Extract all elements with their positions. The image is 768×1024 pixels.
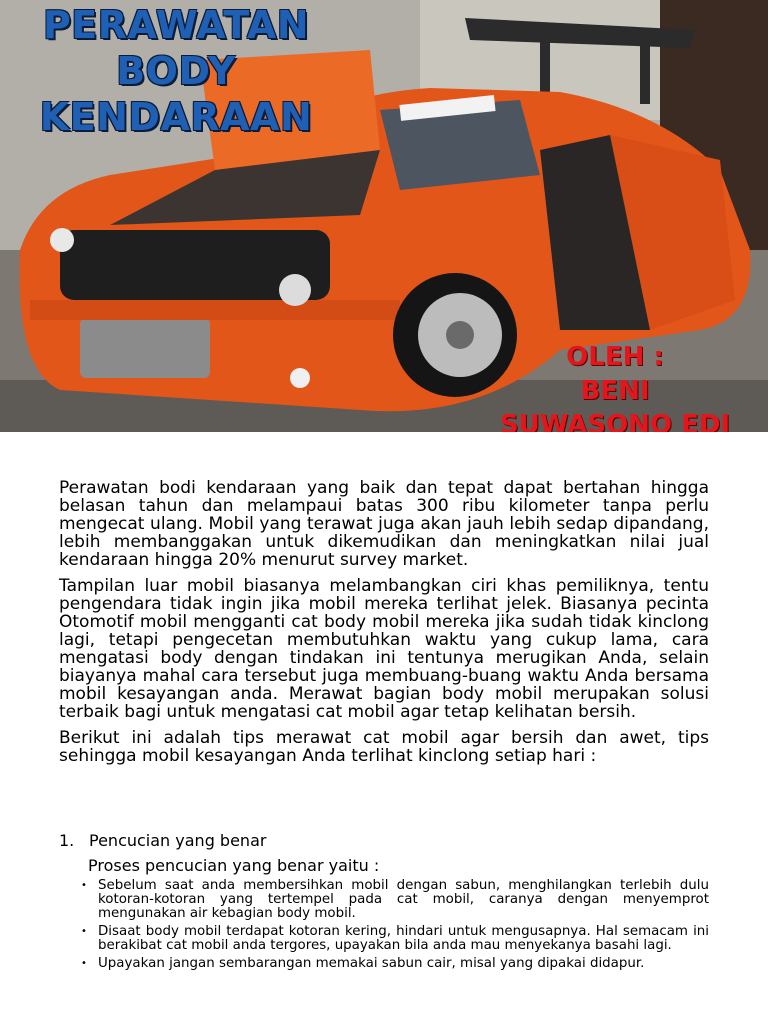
title-line: KENDARAAN xyxy=(39,95,313,139)
bullet-item xyxy=(79,957,709,971)
document-body xyxy=(59,479,709,975)
list-subheading: Proses pencucian yang benar yaitu : xyxy=(88,856,380,875)
bullet-item xyxy=(79,879,709,921)
hero-banner xyxy=(0,0,768,432)
paragraph: Berikut ini adalah tips merawat cat mobil agar bersih dan awet, tips sehingga mobil kesayangan Anda terlihat kinclong setiap hari : xyxy=(59,728,709,766)
bullet-text: Sebelum saat anda membersihkan mobil dengan sabun, menghilangkan terlebih dulu kotoran-kotoran yang tertempel pada cat mobil, caranya dengan menyemprot mengunakan air kebagian body mobil. xyxy=(98,878,709,921)
list-item xyxy=(59,831,709,851)
title-line: BODY xyxy=(116,49,236,93)
document-title xyxy=(16,2,336,140)
author-block xyxy=(470,340,760,432)
list-item-title: Pencucian yang benar xyxy=(89,831,267,850)
bullet-item xyxy=(79,925,709,953)
author-label: OLEH : xyxy=(566,342,664,372)
bullet-text: Upayakan jangan sembarangan memakai sabun cair, misal yang dipakai didapur. xyxy=(98,956,645,971)
numbered-list xyxy=(59,831,709,971)
bullet-icon: • xyxy=(81,926,87,937)
car-intercooler xyxy=(80,318,210,378)
bullet-icon: • xyxy=(81,880,87,891)
paragraph: Tampilan luar mobil biasanya melambangkan ciri khas pemiliknya, tentu pengendara tidak ingin jika mobil mereka terlihat jelek. Biasanya pecinta Otomotif mobil mengganti cat body mobil mereka jika sudah tidak kinclong lagi, tetapi pengecetan membutuhkan waktu yang cukup lama, cara mengatasi body dengan tindakan ini tentunya merugikan Anda, selain biayanya mahal cara tersebut juga membuang-buang waktu Anda bersama mobil kesayangan anda. Merawat bagian body mobil merupakan solusi terbaik bagi untuk mengatasi cat mobil agar tetap kelihatan bersih. xyxy=(59,576,709,722)
bullet-icon: • xyxy=(81,958,87,969)
paragraph: Perawatan bodi kendaraan yang baik dan tepat dapat bertahan hingga belasan tahun dan melampaui batas 300 ribu kilometer tanpa perlu mengecat ulang. Mobil yang terawat juga akan jauh lebih sedap dipandang, lebih membanggakan untuk dikemudikan dan meningkatkan nilai jual kendaraan hingga 20% menurut survey market. xyxy=(59,478,709,570)
title-line: PERAWATAN xyxy=(42,3,310,47)
car-headlight-left xyxy=(50,228,74,252)
author-name: SUWASONO EDI xyxy=(499,410,731,432)
bullet-text: Disaat body mobil terdapat kotoran kering, hindari untuk mengusapnya. Hal semacam ini berakibat cat mobil anda tergores, upayakan bila anda mau menyekanya basahi lagi. xyxy=(98,924,709,953)
car-headlight-right xyxy=(279,274,311,306)
author-name: BENI xyxy=(580,376,650,406)
list-number: 1. xyxy=(59,831,75,850)
bullet-list xyxy=(79,879,709,971)
